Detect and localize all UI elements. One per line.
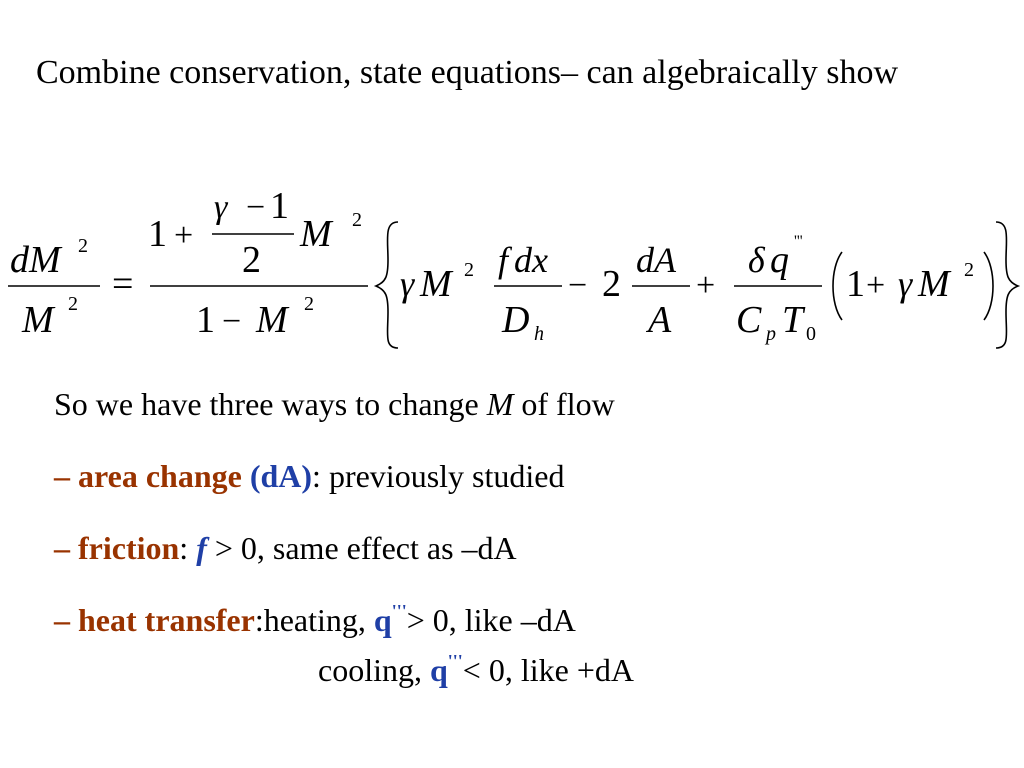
intro-text: Combine conservation, state equations– can algebraically show [36,54,899,91]
paren-one: 1 [846,263,865,305]
brace-gamma: γ [400,264,415,304]
gamma-minus-one: 1 [270,188,289,227]
left-brace [376,222,398,348]
heat-delta: δ [748,240,765,280]
cooling-line [318,652,634,689]
mach-variable: M [486,386,514,422]
lhs-den-exponent: 2 [68,293,78,315]
friction-item [54,530,517,567]
lhs-numerator: dM [10,239,61,281]
paren-gamma: γ [898,264,913,304]
area-change-symbol: (dA) [249,458,313,494]
den-M-exponent: 2 [304,293,314,315]
paren-M-exponent: 2 [964,259,974,281]
three-ways-text: So we have three ways to change [54,386,487,422]
heat-transfer-label: heat transfer [78,602,255,638]
heat-T: T [782,299,804,341]
lhs-num-exponent: 2 [78,235,88,257]
area-two: 2 [602,263,621,305]
three-ways-line [54,386,615,423]
friction-variable: f [196,530,207,566]
den-minus: − [222,303,242,340]
list-dash: – [54,602,78,638]
heat-q-primes: ''' [794,233,803,250]
mid-M-exponent: 2 [352,209,362,231]
list-dash: – [54,530,78,566]
paren-M: M [918,263,950,305]
mid-M: M [300,213,332,255]
inner-denominator-two: 2 [242,239,261,281]
diameter-subscript-h: h [534,323,544,345]
area-minus: − [568,267,588,304]
equals-sign: = [112,263,134,305]
area-dA: dA [636,240,676,280]
friction-colon: : [179,530,197,566]
brace-M-exponent: 2 [464,259,474,281]
lhs-denominator: M [22,299,54,341]
area-change-desc: : previously studied [312,458,565,494]
area-A: A [648,299,672,341]
heat-q: q [770,239,789,281]
den-one: 1 [196,299,215,341]
heating-desc: > 0, like –dA [406,602,576,638]
mid-plus: + [174,217,194,254]
three-ways-end: of flow [513,386,615,422]
list-dash: – [54,458,78,494]
heat-transfer-item [54,602,576,639]
cooling-q-primes: ''' [447,651,463,671]
paren-plus: + [866,267,886,304]
gamma-symbol: γ [214,189,228,226]
friction-desc: > 0, same effect as –dA [206,530,517,566]
cooling-desc: < 0, like +dA [462,652,634,688]
area-change-item [54,458,564,495]
heating-q-primes: ''' [391,601,407,621]
diameter-D: D [502,299,530,341]
right-paren [984,252,993,320]
heat-subscript-zero: 0 [806,323,816,345]
heat-C: C [736,299,762,341]
cooling-prefix: cooling, [318,652,430,688]
heating-prefix: :heating, [254,602,374,638]
brace-M: M [420,263,452,305]
friction-f: f [498,240,509,280]
mid-one: 1 [148,213,167,255]
mach-number-equation [0,188,1024,358]
equation-svg [0,188,1024,358]
left-paren [833,252,842,320]
heat-plus: + [696,267,716,304]
right-brace [996,222,1018,348]
gamma-minus: − [246,189,266,226]
cooling-q-symbol: q [429,652,448,688]
heating-q-symbol: q [373,602,392,638]
friction-dx: dx [514,240,548,280]
friction-label: friction [78,530,180,566]
heat-subscript-p: p [766,323,776,345]
area-change-label: area change [78,458,242,494]
den-M: M [256,299,288,341]
